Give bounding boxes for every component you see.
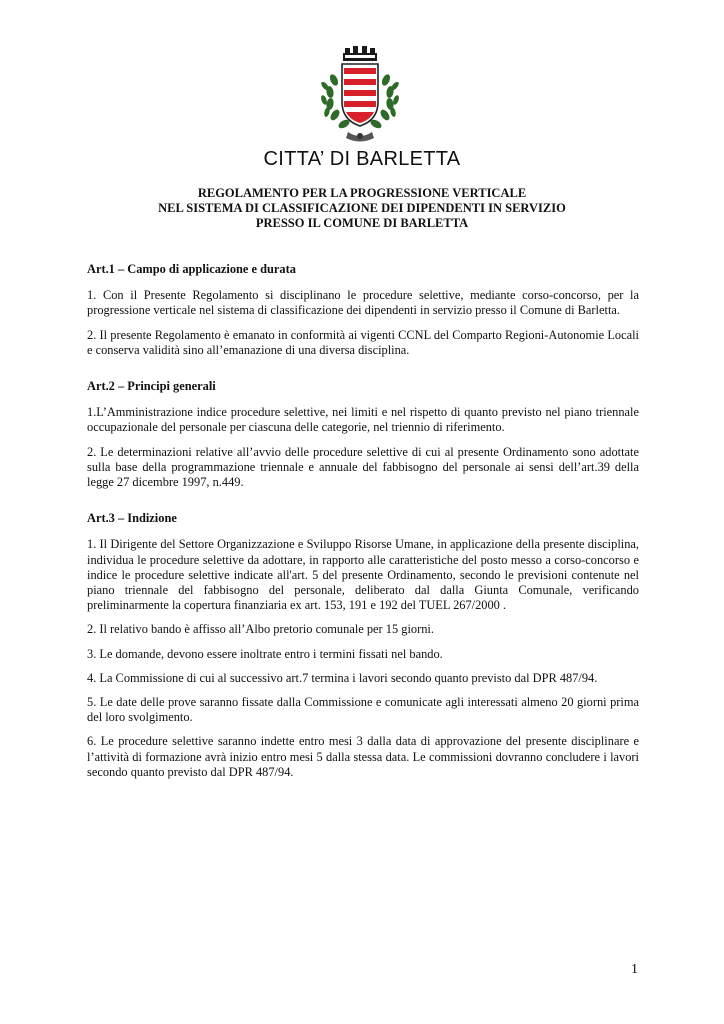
article-1-title: Art.1 – Campo di applicazione e durata (87, 262, 296, 276)
coat-of-arms-emblem (318, 44, 402, 146)
title-line: PRESSO IL COMUNE DI BARLETTA (255, 216, 469, 230)
regulation-title (0, 186, 724, 231)
page-number: 1 (631, 962, 638, 977)
article-1-paragraph-2: 2. Il presente Regolamento è emanato in conformità ai vigenti CCNL del Comparto Regioni-Autonomie Locali e conserva validità sino all’emanazione di una diversa disciplina. (87, 327, 639, 357)
title-line: NEL SISTEMA DI CLASSIFICAZIONE DEI DIPENDENTI IN SERVIZIO (158, 201, 566, 215)
article-3-paragraph-1: 1. Il Dirigente del Settore Organizzazione e Sviluppo Risorse Umane, in applicazione della presente disciplina, individua le procedure selettive da adottare, in rapporto alle caratteristiche del posto messo a corso-concorso e indice le procedure selettive indicate all'art. 5 del presente Ordinamento, secondo le previsioni contenute nel piano triennale del fabbisogno del personale, deliberato dal dalla Giunta Comunale, verificando preliminarmente la copertura finanziaria ex art. 153, 191 e 192 del TUEL 267/2000 . (87, 537, 639, 613)
article-2-paragraph-2: 2. Le determinazioni relative all’avvio delle procedure selettive di cui al presente Ordinamento sono adottate sulla base della programmazione triennale e annuale del fabbisogno del personale ai sensi dell’art.39 della legge 27 dicembre 1997, n.449. (87, 444, 639, 490)
article-3-paragraph-6: 6. Le procedure selettive saranno indette entro mesi 3 dalla data di approvazione del presente disciplinare e l’attività di formazione avrà inizio entro mesi 5 dalla stessa data. Le commissioni dovranno concludere i lavori secondo quanto previsto dal DPR 487/94. (87, 734, 639, 779)
article-2-title: Art.2 – Principi generali (87, 379, 216, 394)
article-3-paragraph-2: 2. Il relativo bando è affisso all’Albo pretorio comunale per 15 giorni. (87, 622, 434, 637)
article-3-paragraph-5: 5. Le date delle prove saranno fissate dalla Commissione e comunicate agli interessati almeno 20 giorni prima del loro svolgimento. (87, 695, 639, 725)
article-3-paragraph-4: 4. La Commissione di cui al successivo art.7 termina i lavori secondo quanto previsto dal DPR 487/94. (87, 670, 598, 685)
title-line: REGOLAMENTO PER LA PROGRESSIONE VERTICALE (197, 186, 527, 200)
city-heading: CITTA’ DI BARLETTA (263, 148, 461, 170)
article-2-paragraph-1: 1.L’Amministrazione indice procedure selettive, nei limiti e nel rispetto di quanto previsto nel piano triennale occupazionale del personale per ciascuna delle categorie, nel triennio di riferimento. (87, 405, 639, 435)
document-body (87, 262, 639, 789)
article-3-title: Art.3 – Indizione (87, 511, 177, 526)
article-1-paragraph-1: 1. Con il Presente Regolamento si disciplinano le procedure selettive, mediante corso-concorso, per la progressione verticale nel sistema di classificazione dei dipendenti in servizio presso il Comune di Barletta. (87, 288, 639, 318)
article-3-paragraph-3: 3. Le domande, devono essere inoltrate entro i termini fissati nel bando. (87, 646, 443, 661)
